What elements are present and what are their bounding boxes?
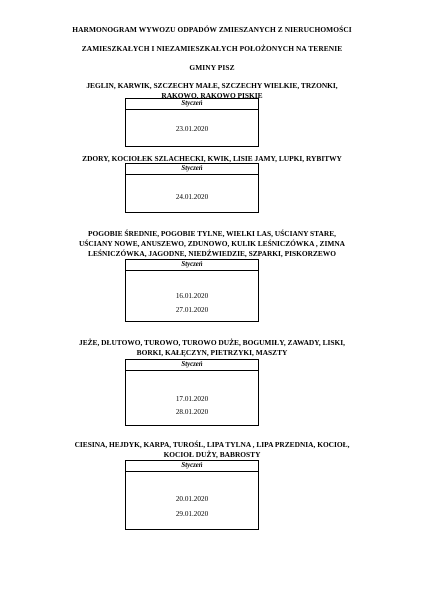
collection-date: 28.01.2020: [175, 408, 209, 416]
title-line-3: GMINY PISZ: [189, 63, 235, 72]
locations-list: JEGLIN, KARWIK, SZCZECHY MAŁE, SZCZECHY WIELKIE, TRZONKI, RAKOWO, RAKOWO PISKIE: [86, 81, 338, 100]
month-header: Styczeń: [126, 260, 258, 271]
schedule-table-1: [125, 98, 259, 147]
collection-date: 23.01.2020: [175, 125, 209, 133]
collection-date: 16.01.2020: [175, 292, 209, 300]
month-header: Styczeń: [126, 360, 258, 371]
collection-date: 17.01.2020: [175, 395, 209, 403]
locations-list: ZDORY, KOCIOŁEK SZLACHECKI, KWIK, LISIE JAMY, LUPKI, RYBITWY: [82, 154, 342, 163]
title-line-1: HARMONOGRAM WYWOZU ODPADÓW ZMIESZANYCH Z NIERUCHOMOŚCI: [72, 25, 352, 34]
locations-list: CIESINA, HEJDYK, KARPA, TUROŚL, LIPA TYLNA , LIPA PRZEDNIA, KOCIOŁ, KOCIOŁ DUŻY, BABROSTY: [74, 440, 350, 459]
schedule-table-5: [125, 460, 259, 530]
month-header: Styczeń: [126, 461, 258, 472]
schedule-section-3: [20, 229, 404, 259]
collection-date: 20.01.2020: [175, 495, 209, 503]
collection-date: 27.01.2020: [175, 306, 209, 314]
schedule-table-2: [125, 163, 259, 213]
month-header: Styczeń: [126, 99, 258, 110]
collection-date: 24.01.2020: [175, 193, 209, 201]
title-line-2: ZAMIESZKAŁYCH I NIEZAMIESZKAŁYCH POŁOŻONYCH NA TERENIE: [81, 44, 343, 53]
schedule-table-3: [125, 259, 259, 322]
month-header: Styczeń: [126, 164, 258, 175]
schedule-section-4: [20, 338, 404, 358]
document-title: [20, 25, 404, 82]
locations-list: POGOBIE ŚREDNIE, POGOBIE TYLNE, WIELKI LAS, UŚCIANY STARE, UŚCIANY NOWE, ANUSZEWO, ZDUNOWO, KULIK LEŚNICZÓWKA , ZIMNA LEŚNICZÓWKA, JAGODNE, NIEDŹWIEDZIE, SZPARKI, PISKORZEWO: [78, 229, 346, 258]
locations-list: JEŻE, DŁUTOWO, TUROWO, TUROWO DUŻE, BOGUMIŁY, ZAWADY, LISKI, BORKI, KAŁĘCZYN, PIETRZYKI, MASZTY: [79, 338, 345, 357]
collection-date: 29.01.2020: [175, 510, 209, 518]
schedule-table-4: [125, 359, 259, 426]
schedule-section-5: [20, 440, 404, 460]
